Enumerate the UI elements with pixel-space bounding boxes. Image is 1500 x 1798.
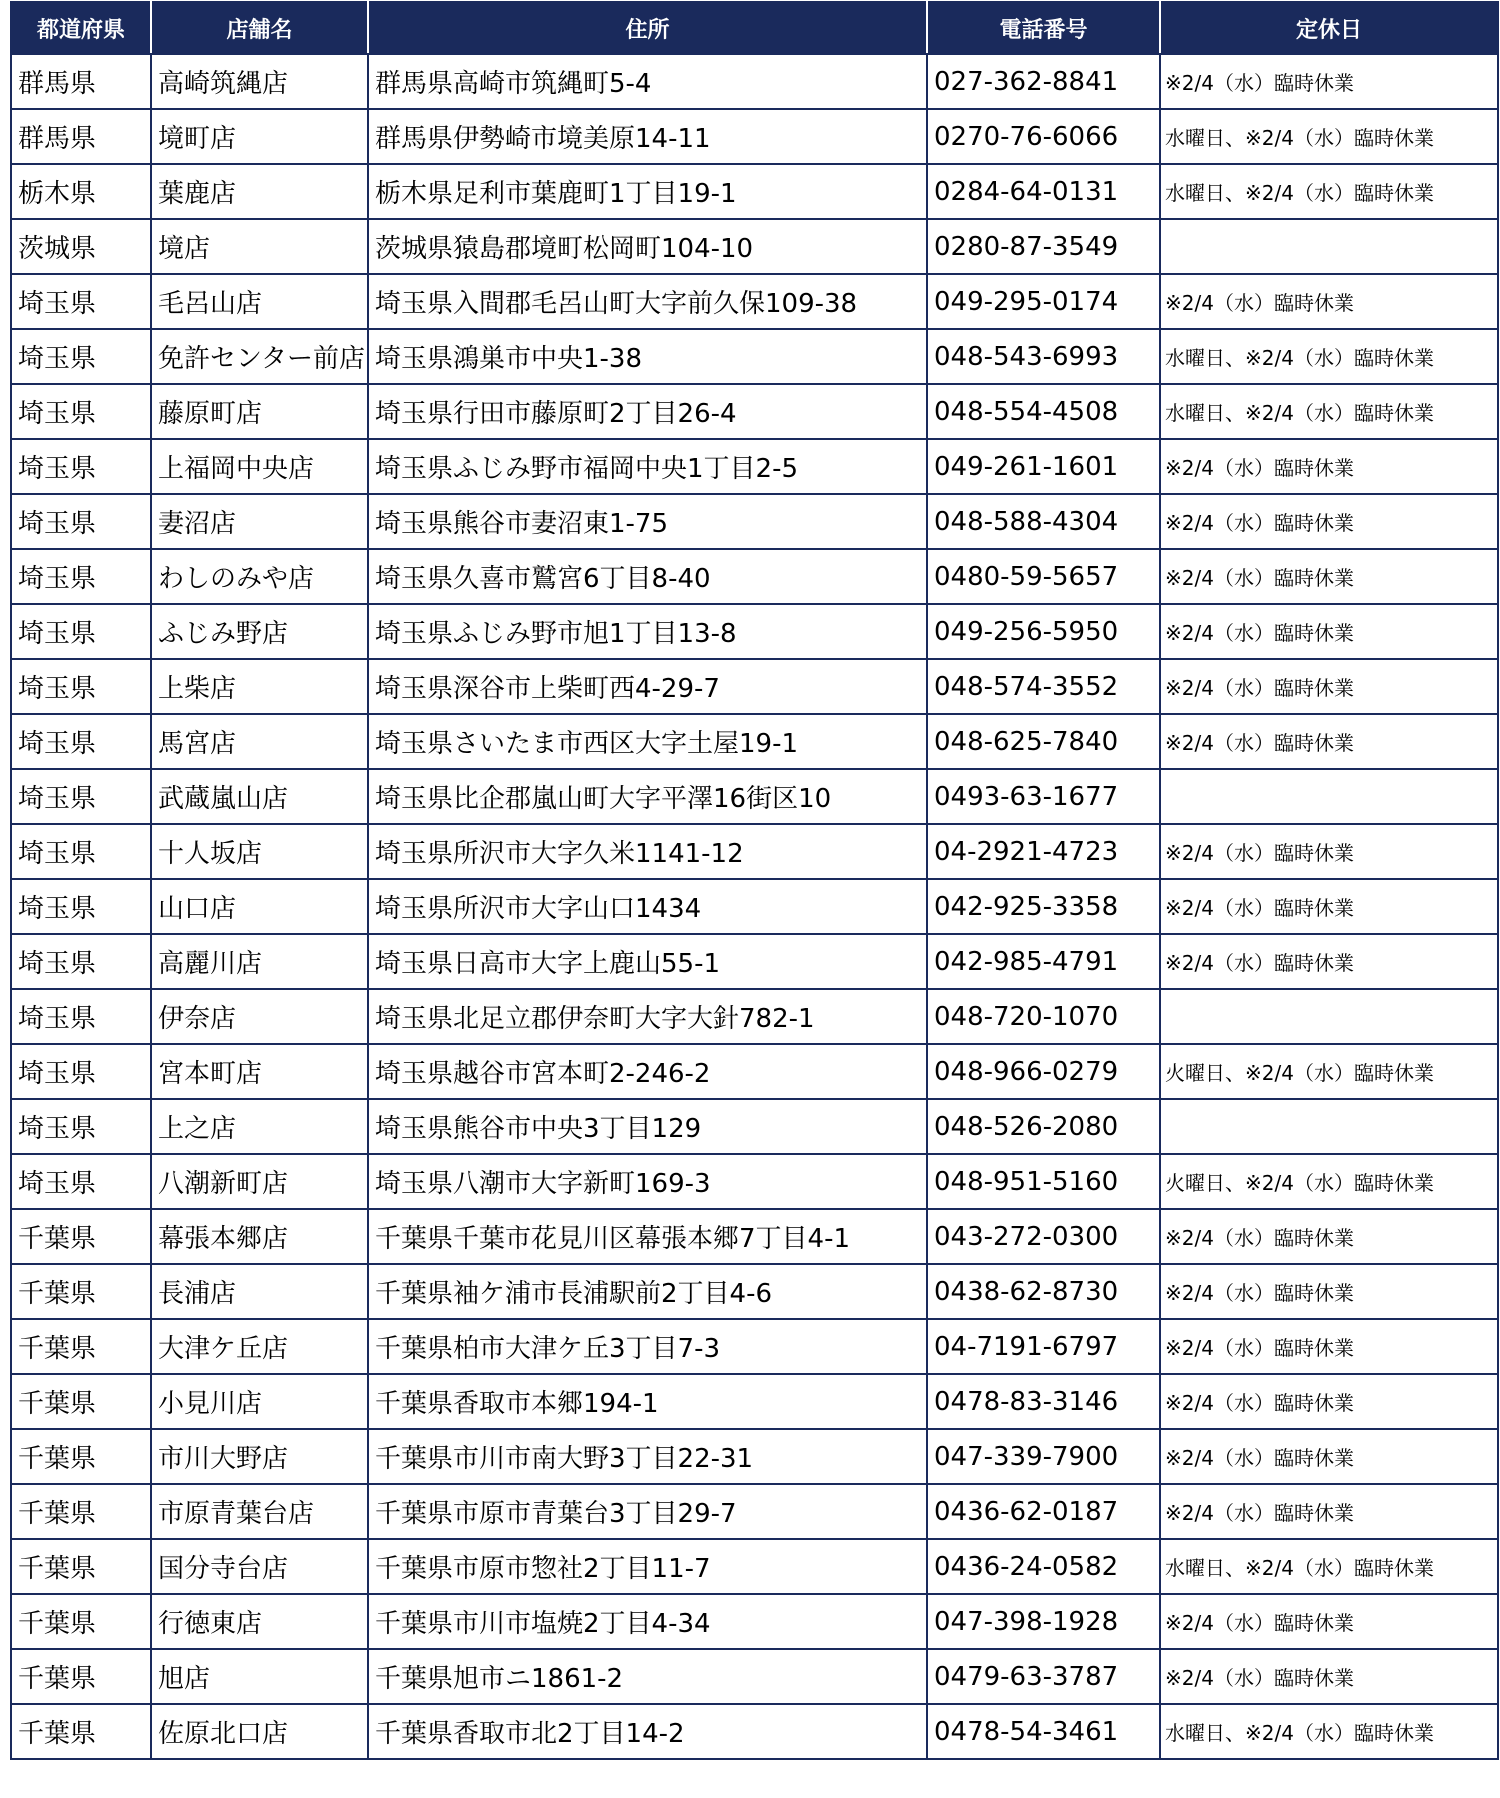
phone-cell: 048-543-6993: [927, 329, 1160, 384]
holiday-cell: ※2/4（水）臨時休業: [1160, 1649, 1498, 1704]
store-name-cell: 高麗川店: [151, 934, 368, 989]
phone-cell: 0284-64-0131: [927, 164, 1160, 219]
prefecture-cell: 茨城県: [11, 219, 151, 274]
table-row: [11, 219, 1498, 274]
phone-cell: 042-985-4791: [927, 934, 1160, 989]
prefecture-cell: 埼玉県: [11, 384, 151, 439]
prefecture-cell: 埼玉県: [11, 604, 151, 659]
holiday-cell: ※2/4（水）臨時休業: [1160, 439, 1498, 494]
address-cell: 埼玉県日高市大字上鹿山55-1: [368, 934, 927, 989]
holiday-cell: ※2/4（水）臨時休業: [1160, 1594, 1498, 1649]
phone-cell: 048-588-4304: [927, 494, 1160, 549]
header-holiday: 定休日: [1160, 2, 1498, 54]
holiday-cell: ※2/4（水）臨時休業: [1160, 714, 1498, 769]
prefecture-cell: 埼玉県: [11, 549, 151, 604]
store-name-cell: 馬宮店: [151, 714, 368, 769]
prefecture-cell: 埼玉県: [11, 989, 151, 1044]
phone-cell: 048-625-7840: [927, 714, 1160, 769]
holiday-cell: ※2/4（水）臨時休業: [1160, 54, 1498, 109]
prefecture-cell: 埼玉県: [11, 1099, 151, 1154]
store-name-cell: 藤原町店: [151, 384, 368, 439]
store-name-cell: 十人坂店: [151, 824, 368, 879]
header-prefecture: 都道府県: [11, 2, 151, 54]
phone-cell: 042-925-3358: [927, 879, 1160, 934]
phone-cell: 04-7191-6797: [927, 1319, 1160, 1374]
table-row: [11, 439, 1498, 494]
store-name-cell: 山口店: [151, 879, 368, 934]
holiday-cell: ※2/4（水）臨時休業: [1160, 1429, 1498, 1484]
phone-cell: 049-256-5950: [927, 604, 1160, 659]
prefecture-cell: 群馬県: [11, 109, 151, 164]
table-row: [11, 1374, 1498, 1429]
table-row: [11, 1484, 1498, 1539]
phone-cell: 0436-24-0582: [927, 1539, 1160, 1594]
prefecture-cell: 千葉県: [11, 1594, 151, 1649]
holiday-cell: ※2/4（水）臨時休業: [1160, 1264, 1498, 1319]
address-cell: 埼玉県八潮市大字新町169-3: [368, 1154, 927, 1209]
table-row: [11, 1154, 1498, 1209]
address-cell: 埼玉県入間郡毛呂山町大字前久保109-38: [368, 274, 927, 329]
address-cell: 千葉県市川市南大野3丁目22-31: [368, 1429, 927, 1484]
prefecture-cell: 埼玉県: [11, 879, 151, 934]
table-row: [11, 714, 1498, 769]
address-cell: 千葉県香取市本郷194-1: [368, 1374, 927, 1429]
store-name-cell: 八潮新町店: [151, 1154, 368, 1209]
holiday-cell: ※2/4（水）臨時休業: [1160, 604, 1498, 659]
table-row: [11, 1594, 1498, 1649]
store-name-cell: 妻沼店: [151, 494, 368, 549]
table-row: [11, 164, 1498, 219]
address-cell: 千葉県市原市惣社2丁目11-7: [368, 1539, 927, 1594]
phone-cell: 047-398-1928: [927, 1594, 1160, 1649]
holiday-cell: 火曜日、※2/4（水）臨時休業: [1160, 1154, 1498, 1209]
holiday-cell: 水曜日、※2/4（水）臨時休業: [1160, 1704, 1498, 1759]
holiday-cell: [1160, 769, 1498, 824]
phone-cell: 0280-87-3549: [927, 219, 1160, 274]
store-name-cell: ふじみ野店: [151, 604, 368, 659]
store-name-cell: 境町店: [151, 109, 368, 164]
address-cell: 埼玉県さいたま市西区大字土屋19-1: [368, 714, 927, 769]
address-cell: 千葉県旭市ニ1861-2: [368, 1649, 927, 1704]
table-row: [11, 1264, 1498, 1319]
table-row: [11, 329, 1498, 384]
holiday-cell: ※2/4（水）臨時休業: [1160, 1374, 1498, 1429]
prefecture-cell: 千葉県: [11, 1429, 151, 1484]
prefecture-cell: 千葉県: [11, 1209, 151, 1264]
address-cell: 千葉県千葉市花見川区幕張本郷7丁目4-1: [368, 1209, 927, 1264]
address-cell: 埼玉県行田市藤原町2丁目26-4: [368, 384, 927, 439]
address-cell: 埼玉県深谷市上柴町西4-29-7: [368, 659, 927, 714]
store-name-cell: 武蔵嵐山店: [151, 769, 368, 824]
phone-cell: 0478-83-3146: [927, 1374, 1160, 1429]
address-cell: 埼玉県比企郡嵐山町大字平澤16街区10: [368, 769, 927, 824]
phone-cell: 049-261-1601: [927, 439, 1160, 494]
holiday-cell: ※2/4（水）臨時休業: [1160, 1319, 1498, 1374]
prefecture-cell: 埼玉県: [11, 714, 151, 769]
prefecture-cell: 埼玉県: [11, 769, 151, 824]
prefecture-cell: 千葉県: [11, 1319, 151, 1374]
address-cell: 群馬県伊勢崎市境美原14-11: [368, 109, 927, 164]
store-table: [10, 1, 1499, 1760]
prefecture-cell: 埼玉県: [11, 1044, 151, 1099]
holiday-cell: 水曜日、※2/4（水）臨時休業: [1160, 329, 1498, 384]
address-cell: 千葉県市原市青葉台3丁目29-7: [368, 1484, 927, 1539]
table-row: [11, 384, 1498, 439]
store-name-cell: 旭店: [151, 1649, 368, 1704]
prefecture-cell: 千葉県: [11, 1374, 151, 1429]
store-name-cell: 行徳東店: [151, 1594, 368, 1649]
phone-cell: 048-574-3552: [927, 659, 1160, 714]
table-row: [11, 1704, 1498, 1759]
prefecture-cell: 埼玉県: [11, 274, 151, 329]
holiday-cell: 水曜日、※2/4（水）臨時休業: [1160, 1539, 1498, 1594]
holiday-cell: 水曜日、※2/4（水）臨時休業: [1160, 164, 1498, 219]
table-body: [11, 54, 1498, 1759]
table-row: [11, 1539, 1498, 1594]
prefecture-cell: 千葉県: [11, 1704, 151, 1759]
store-name-cell: 葉鹿店: [151, 164, 368, 219]
table-row: [11, 934, 1498, 989]
store-name-cell: 上之店: [151, 1099, 368, 1154]
prefecture-cell: 埼玉県: [11, 1154, 151, 1209]
holiday-cell: ※2/4（水）臨時休業: [1160, 494, 1498, 549]
address-cell: 千葉県袖ケ浦市長浦駅前2丁目4-6: [368, 1264, 927, 1319]
prefecture-cell: 埼玉県: [11, 824, 151, 879]
prefecture-cell: 埼玉県: [11, 934, 151, 989]
prefecture-cell: 埼玉県: [11, 329, 151, 384]
prefecture-cell: 埼玉県: [11, 494, 151, 549]
table-row: [11, 274, 1498, 329]
holiday-cell: ※2/4（水）臨時休業: [1160, 1209, 1498, 1264]
address-cell: 埼玉県越谷市宮本町2-246-2: [368, 1044, 927, 1099]
phone-cell: 048-951-5160: [927, 1154, 1160, 1209]
phone-cell: 027-362-8841: [927, 54, 1160, 109]
store-name-cell: 佐原北口店: [151, 1704, 368, 1759]
phone-cell: 0438-62-8730: [927, 1264, 1160, 1319]
address-cell: 栃木県足利市葉鹿町1丁目19-1: [368, 164, 927, 219]
table-row: [11, 1429, 1498, 1484]
phone-cell: 048-720-1070: [927, 989, 1160, 1044]
header-row: [11, 2, 1498, 54]
store-name-cell: 小見川店: [151, 1374, 368, 1429]
prefecture-cell: 群馬県: [11, 54, 151, 109]
phone-cell: 048-966-0279: [927, 1044, 1160, 1099]
address-cell: 千葉県柏市大津ケ丘3丁目7-3: [368, 1319, 927, 1374]
store-name-cell: わしのみや店: [151, 549, 368, 604]
store-name-cell: 免許センター前店: [151, 329, 368, 384]
store-name-cell: 境店: [151, 219, 368, 274]
phone-cell: 0493-63-1677: [927, 769, 1160, 824]
phone-cell: 0436-62-0187: [927, 1484, 1160, 1539]
table-row: [11, 1099, 1498, 1154]
address-cell: 千葉県香取市北2丁目14-2: [368, 1704, 927, 1759]
address-cell: 埼玉県熊谷市妻沼東1-75: [368, 494, 927, 549]
table-row: [11, 549, 1498, 604]
holiday-cell: [1160, 219, 1498, 274]
prefecture-cell: 埼玉県: [11, 659, 151, 714]
holiday-cell: [1160, 1099, 1498, 1154]
store-name-cell: 伊奈店: [151, 989, 368, 1044]
table-row: [11, 604, 1498, 659]
phone-cell: 0480-59-5657: [927, 549, 1160, 604]
holiday-cell: ※2/4（水）臨時休業: [1160, 934, 1498, 989]
store-name-cell: 高崎筑縄店: [151, 54, 368, 109]
holiday-cell: ※2/4（水）臨時休業: [1160, 274, 1498, 329]
table-row: [11, 1044, 1498, 1099]
store-list: [10, 1, 1497, 1760]
address-cell: 茨城県猿島郡境町松岡町104-10: [368, 219, 927, 274]
store-name-cell: 国分寺台店: [151, 1539, 368, 1594]
table-row: [11, 879, 1498, 934]
prefecture-cell: 埼玉県: [11, 439, 151, 494]
holiday-cell: ※2/4（水）臨時休業: [1160, 549, 1498, 604]
store-name-cell: 市原青葉台店: [151, 1484, 368, 1539]
store-name-cell: 大津ケ丘店: [151, 1319, 368, 1374]
table-row: [11, 1209, 1498, 1264]
prefecture-cell: 千葉県: [11, 1264, 151, 1319]
address-cell: 埼玉県所沢市大字山口1434: [368, 879, 927, 934]
holiday-cell: 水曜日、※2/4（水）臨時休業: [1160, 109, 1498, 164]
phone-cell: 0478-54-3461: [927, 1704, 1160, 1759]
phone-cell: 049-295-0174: [927, 274, 1160, 329]
store-name-cell: 上柴店: [151, 659, 368, 714]
table-row: [11, 1319, 1498, 1374]
table-row: [11, 989, 1498, 1044]
address-cell: 埼玉県ふじみ野市旭1丁目13-8: [368, 604, 927, 659]
table-row: [11, 659, 1498, 714]
store-name-cell: 幕張本郷店: [151, 1209, 368, 1264]
header-phone: 電話番号: [927, 2, 1160, 54]
address-cell: 埼玉県所沢市大字久米1141-12: [368, 824, 927, 879]
address-cell: 群馬県高崎市筑縄町5-4: [368, 54, 927, 109]
holiday-cell: [1160, 989, 1498, 1044]
address-cell: 埼玉県ふじみ野市福岡中央1丁目2-5: [368, 439, 927, 494]
table-row: [11, 769, 1498, 824]
prefecture-cell: 千葉県: [11, 1649, 151, 1704]
phone-cell: 048-526-2080: [927, 1099, 1160, 1154]
address-cell: 埼玉県久喜市鷲宮6丁目8-40: [368, 549, 927, 604]
address-cell: 埼玉県鴻巣市中央1-38: [368, 329, 927, 384]
holiday-cell: ※2/4（水）臨時休業: [1160, 659, 1498, 714]
prefecture-cell: 栃木県: [11, 164, 151, 219]
phone-cell: 043-272-0300: [927, 1209, 1160, 1264]
holiday-cell: ※2/4（水）臨時休業: [1160, 879, 1498, 934]
phone-cell: 0270-76-6066: [927, 109, 1160, 164]
store-name-cell: 長浦店: [151, 1264, 368, 1319]
store-name-cell: 宮本町店: [151, 1044, 368, 1099]
phone-cell: 047-339-7900: [927, 1429, 1160, 1484]
holiday-cell: ※2/4（水）臨時休業: [1160, 824, 1498, 879]
table-row: [11, 494, 1498, 549]
table-row: [11, 1649, 1498, 1704]
phone-cell: 04-2921-4723: [927, 824, 1160, 879]
store-name-cell: 上福岡中央店: [151, 439, 368, 494]
header-store-name: 店舗名: [151, 2, 368, 54]
address-cell: 埼玉県熊谷市中央3丁目129: [368, 1099, 927, 1154]
store-name-cell: 毛呂山店: [151, 274, 368, 329]
holiday-cell: ※2/4（水）臨時休業: [1160, 1484, 1498, 1539]
holiday-cell: 水曜日、※2/4（水）臨時休業: [1160, 384, 1498, 439]
table-row: [11, 824, 1498, 879]
address-cell: 千葉県市川市塩焼2丁目4-34: [368, 1594, 927, 1649]
table-row: [11, 54, 1498, 109]
prefecture-cell: 千葉県: [11, 1539, 151, 1594]
holiday-cell: 火曜日、※2/4（水）臨時休業: [1160, 1044, 1498, 1099]
phone-cell: 0479-63-3787: [927, 1649, 1160, 1704]
address-cell: 埼玉県北足立郡伊奈町大字大針782-1: [368, 989, 927, 1044]
header-address: 住所: [368, 2, 927, 54]
store-name-cell: 市川大野店: [151, 1429, 368, 1484]
table-row: [11, 109, 1498, 164]
prefecture-cell: 千葉県: [11, 1484, 151, 1539]
phone-cell: 048-554-4508: [927, 384, 1160, 439]
table-header: [11, 2, 1498, 54]
